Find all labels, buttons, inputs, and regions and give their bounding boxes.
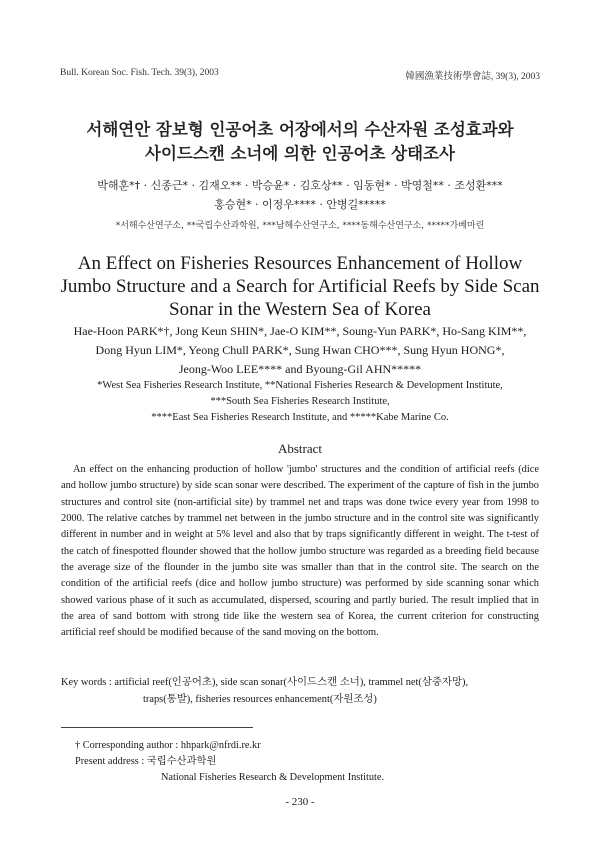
running-head-right: 韓國漁業技術學會誌, 39(3), 2003 <box>405 72 540 82</box>
english-affiliations <box>40 378 560 426</box>
korean-affiliations: *서해수산연구소, **국립수산과학원, ***남해수산연구소, ****동해수산연구소, *****가베마린 <box>115 221 485 231</box>
keywords-label: Key words : <box>61 677 112 688</box>
korean-title <box>40 118 560 166</box>
korean-title-line: 서해연안 잠보형 인공어초 어장에서의 수산자원 조성효과와 <box>86 120 514 139</box>
korean-authors-line: 박해훈*† · 신종근* · 김재오** · 박승윤* · 김호상** · 임동현* · 박영철** · 조성환*** <box>97 179 503 192</box>
korean-title-line: 사이드스캔 소너에 의한 인공어초 상태조사 <box>145 144 455 163</box>
korean-authors <box>40 176 560 214</box>
footnote-divider <box>61 727 253 728</box>
english-affiliation-line: *West Sea Fisheries Research Institute, **National Fisheries Research & Development Institute, <box>97 380 503 391</box>
english-title-line: Jumbo Structure and a Search for Artificial Reefs by Side Scan <box>60 276 540 297</box>
english-title-line: An Effect on Fisheries Resources Enhancement of Hollow <box>77 253 523 274</box>
abstract-heading: Abstract <box>277 441 323 456</box>
english-authors-line: Jeong-Woo LEE**** and Byoung-Gil AHN***** <box>178 362 422 376</box>
english-authors <box>40 322 560 379</box>
korean-authors-line: 홍승현* · 이정우**** · 안병길***** <box>214 198 386 211</box>
keywords-line: artificial reef(인공어초), side scan sonar(사이드스캔 소너), trammel net(삼중자망), <box>114 677 469 688</box>
keywords-line: traps(통발), fisheries resources enhancement(자원조성) <box>143 694 377 705</box>
footnote-line: Present address : 국립수산과학원 <box>75 756 217 767</box>
english-affiliation-line: ***South Sea Fisheries Research Institute, <box>210 396 390 407</box>
page-number: - 230 - <box>285 796 315 808</box>
english-authors-line: Dong Hyun LIM*, Yeong Chull PARK*, Sung Hwan CHO***, Sung Hyun HONG*, <box>95 343 505 357</box>
abstract-text: An effect on the enhancing production of hollow 'jumbo' structures and the condition of artificial reefs (dice and hollow jumbo structure) by side scan sonar were described. The experiment of the capture of fish in the jumbo structures and control site (non-artificial site) by trammel net and traps was done twice every year from 1998 to 2000. The relative catches by trammel net between in the jumbo structure and in the control site was significantly different in number and in weight at 5% level and also that by traps significantly different in weight. The t-test of the catch of finespotted flounder showed that the hollow jumbo structure was regarded as a breeding field because the average size of the flounder in the jumbo site was smaller than that in the control site. The search on the condition of the artificial reefs (dice and hollow jumbo structure) was performed by side scanning sonar which showed various phase of it such as accumulated, dispersed, scouring and partly buried. The result implied that in the area of sand bottom with strong tide like the western sea of Korea, the current criterion for constructing artificial reef should be modified because of the sand moving on the bottom. <box>61 464 539 639</box>
keywords <box>61 674 545 708</box>
footnote-line: National Fisheries Research & Development Institute. <box>161 772 385 783</box>
running-head <box>60 68 540 82</box>
english-title <box>40 252 560 321</box>
footnote-line: † Corresponding author : hhpark@nfrdi.re.kr <box>75 740 261 751</box>
english-affiliation-line: ****East Sea Fisheries Research Institute, and *****Kabe Marine Co. <box>151 412 449 423</box>
footnote <box>61 738 541 786</box>
english-title-line: Sonar in the Western Sea of Korea <box>169 299 431 320</box>
running-head-left: Bull. Korean Soc. Fish. Tech. 39(3), 2003 <box>60 68 219 78</box>
english-authors-line: Hae-Hoon PARK*†, Jong Keun SHIN*, Jae-O KIM**, Soung-Yun PARK*, Ho-Sang KIM**, <box>73 324 527 338</box>
